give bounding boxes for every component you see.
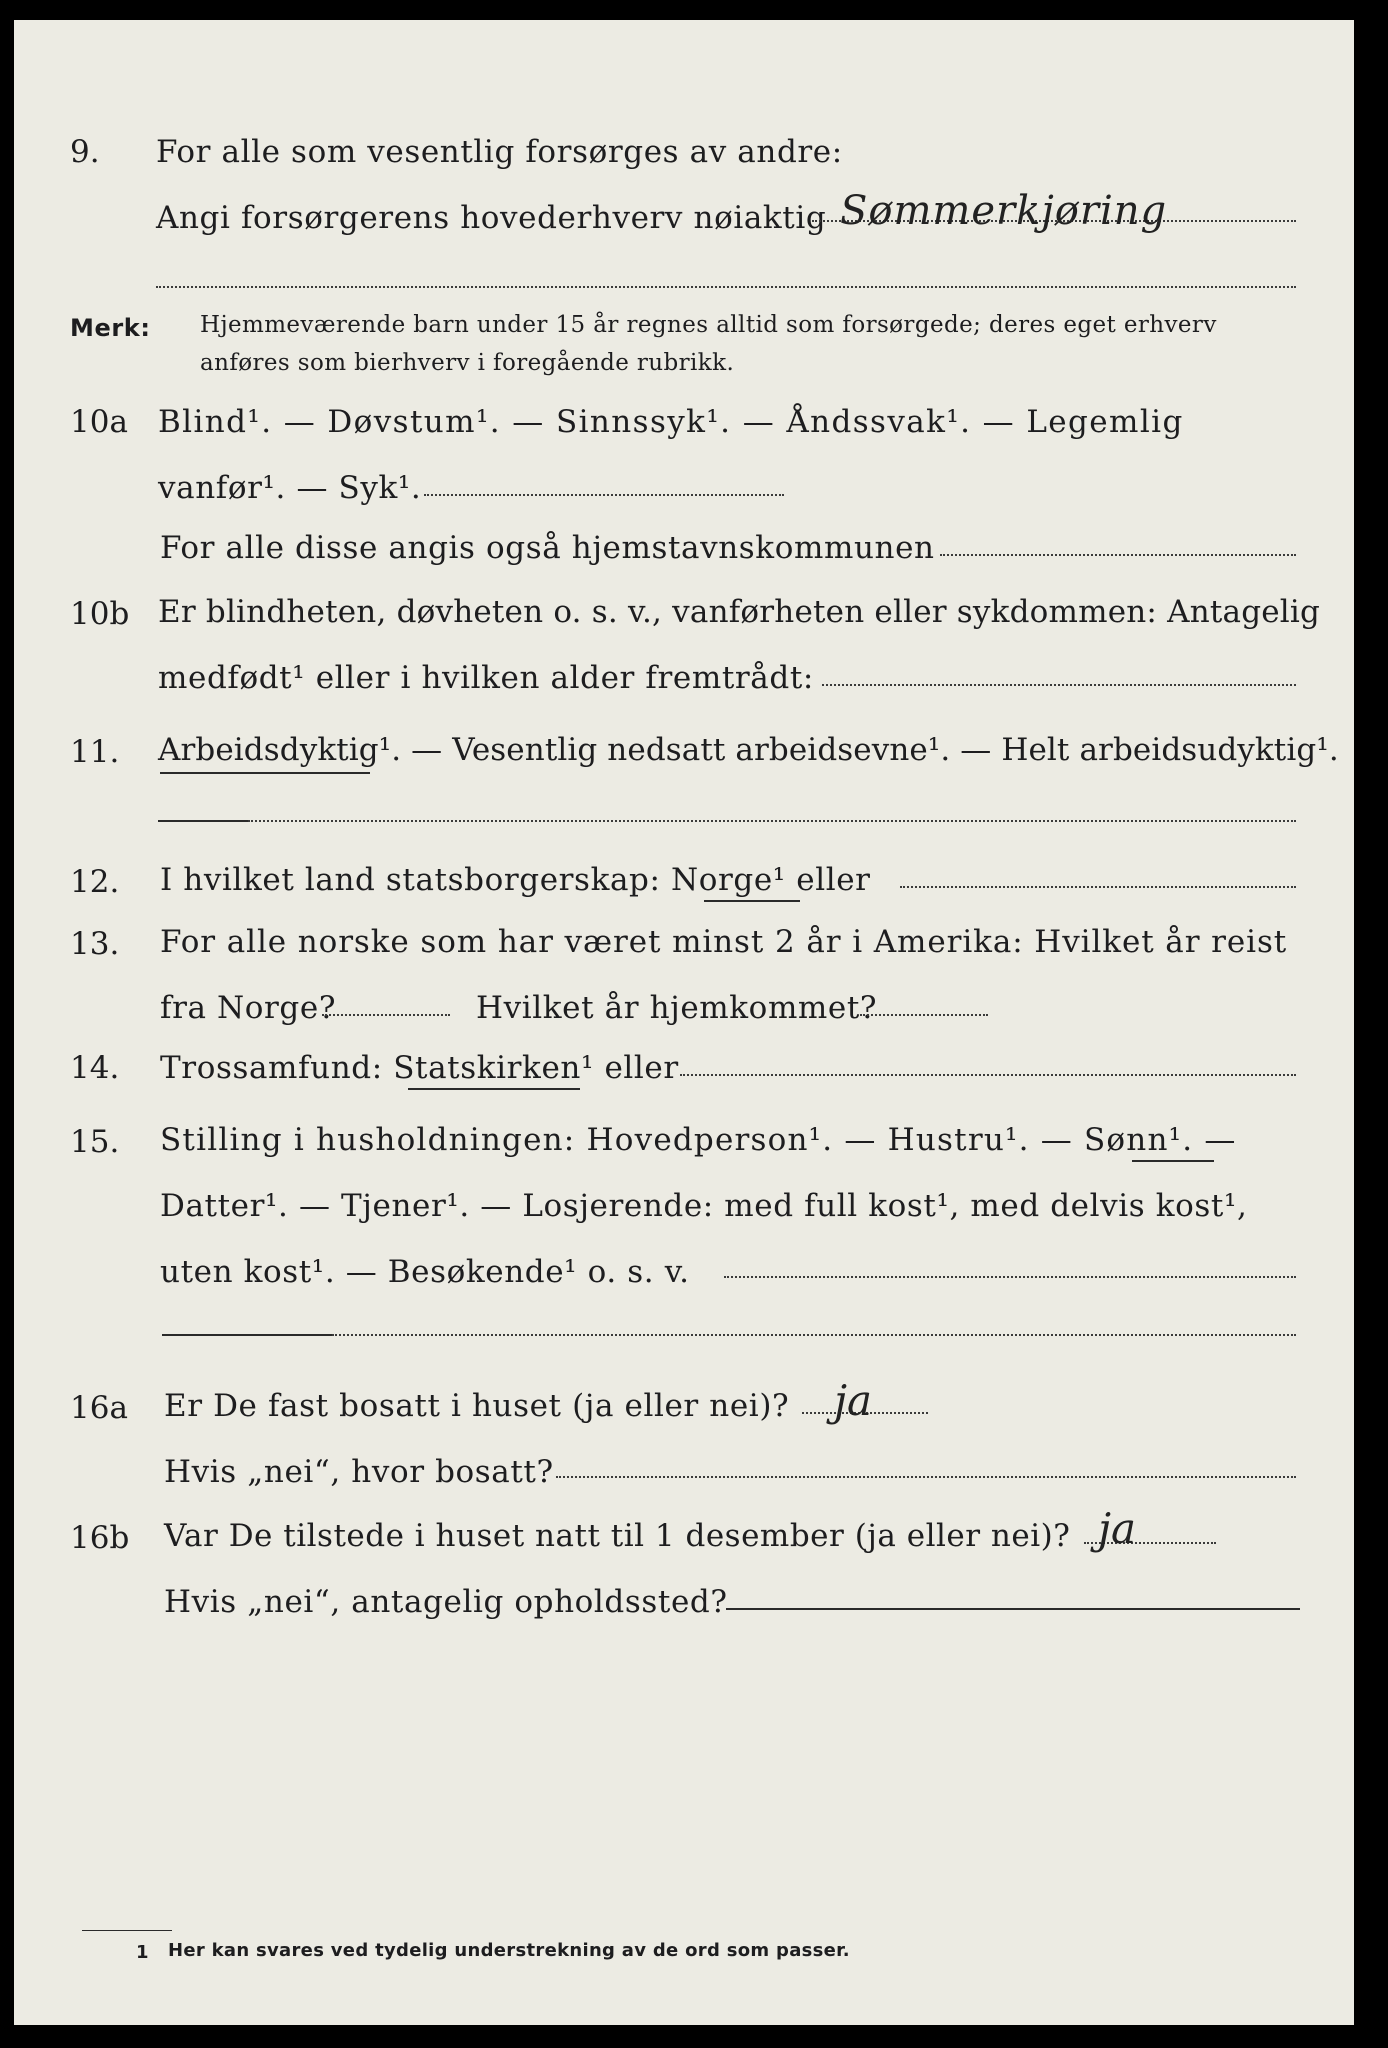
q15-answer-line xyxy=(724,1276,1296,1278)
q16b-handwritten-answer: ja xyxy=(1098,1504,1137,1553)
q13-number: 13. xyxy=(70,926,120,962)
q16b-line-1: Var De tilstede i huset natt til 1 desember (ja eller nei)? xyxy=(164,1518,1071,1554)
q10a-number: 10a xyxy=(70,404,128,440)
merk-label: Merk: xyxy=(70,314,151,342)
q12-answer-line xyxy=(900,886,1296,888)
q10a-line-2: vanfør¹. — Syk¹. xyxy=(158,470,422,506)
q10a-line-1: Blind¹. — Døvstum¹. — Sinnssyk¹. — Åndssvak¹. — Legemlig xyxy=(158,404,1184,440)
q16b-line-2: Hvis „nei“, antagelig opholdssted? xyxy=(164,1584,728,1620)
q16a-line-1: Er De fast bosatt i huset (ja eller nei)? xyxy=(164,1388,790,1424)
q10b-line-2: medfødt¹ eller i hvilken alder fremtrådt: xyxy=(158,660,814,696)
q10a-answer-line-1 xyxy=(424,494,784,496)
q12-number: 12. xyxy=(70,864,120,900)
q14-answer-line xyxy=(680,1074,1296,1076)
q10b-number: 10b xyxy=(70,596,130,632)
footnote-rule xyxy=(82,1930,172,1931)
q12-handwritten-underline xyxy=(704,900,800,902)
q9-handwritten-answer: Sømmerkjøring xyxy=(840,188,1168,234)
q16a-answer-line-2 xyxy=(556,1476,1296,1478)
q15-line-1: Stilling i husholdningen: Hovedperson¹. — Hustru¹. — Sønn¹. — xyxy=(160,1122,1237,1158)
q13-answer-line-1 xyxy=(322,1014,450,1016)
q16a-number: 16a xyxy=(70,1390,128,1426)
q11-answer-line xyxy=(248,820,1296,822)
q11-answer-rule xyxy=(158,820,248,822)
q9-number: 9. xyxy=(70,134,100,170)
q10b-line-1: Er blindheten, døvheten o. s. v., vanførheten eller sykdommen: Antagelig xyxy=(158,594,1321,630)
q15-extra-line xyxy=(332,1334,1296,1336)
q14-line-1: Trossamfund: Statskirken¹ eller xyxy=(160,1050,679,1086)
q15-line-2: Datter¹. — Tjener¹. — Losjerende: med full kost¹, med delvis kost¹, xyxy=(160,1188,1248,1224)
q13-line-2a: fra Norge? xyxy=(160,990,337,1026)
q14-number: 14. xyxy=(70,1050,120,1086)
q16a-line-2: Hvis „nei“, hvor bosatt? xyxy=(164,1454,554,1490)
q15-number: 15. xyxy=(70,1124,120,1160)
q13-answer-line-2 xyxy=(860,1014,988,1016)
q9-extra-line xyxy=(156,286,1296,288)
q11-handwritten-underline xyxy=(160,772,370,774)
q15-extra-rule xyxy=(162,1334,332,1336)
q9-line-1: For alle som vesentlig forsørges av andre: xyxy=(156,134,843,170)
q16b-answer-line-2 xyxy=(726,1608,1300,1610)
merk-line-2: anføres som bierhverv i foregående rubrikk. xyxy=(200,350,735,376)
q15-line-3: uten kost¹. — Besøkende¹ o. s. v. xyxy=(160,1254,690,1290)
q9-line-2: Angi forsørgerens hovederhverv nøiaktig xyxy=(156,200,827,236)
q10b-answer-line xyxy=(822,684,1296,686)
merk-line-1: Hjemmeværende barn under 15 år regnes alltid som forsørgede; deres eget erhverv xyxy=(200,312,1217,338)
footnote-mark: 1 xyxy=(136,1942,149,1963)
census-form-page xyxy=(14,20,1354,2025)
q13-line-1: For alle norske som har været minst 2 år i Amerika: Hvilket år reist xyxy=(160,924,1288,960)
q12-line-1: I hvilket land statsborgerskap: Norge¹ eller xyxy=(160,862,871,898)
q10a-answer-line-2 xyxy=(940,554,1296,556)
q15-handwritten-underline xyxy=(1132,1160,1214,1162)
q16a-handwritten-answer: ja xyxy=(834,1376,873,1425)
q11-number: 11. xyxy=(70,734,120,770)
q11-line-1: Arbeidsdyktig¹. — Vesentlig nedsatt arbeidsevne¹. — Helt arbeidsudyktig¹. xyxy=(158,732,1339,768)
footnote-text: Her kan svares ved tydelig understrekning av de ord som passer. xyxy=(168,1940,850,1961)
q14-handwritten-underline xyxy=(408,1088,580,1090)
q10a-line-3: For alle disse angis også hjemstavnskommunen xyxy=(160,530,935,566)
q16b-number: 16b xyxy=(70,1520,130,1556)
q13-line-2b: Hvilket år hjemkommet? xyxy=(476,990,878,1026)
